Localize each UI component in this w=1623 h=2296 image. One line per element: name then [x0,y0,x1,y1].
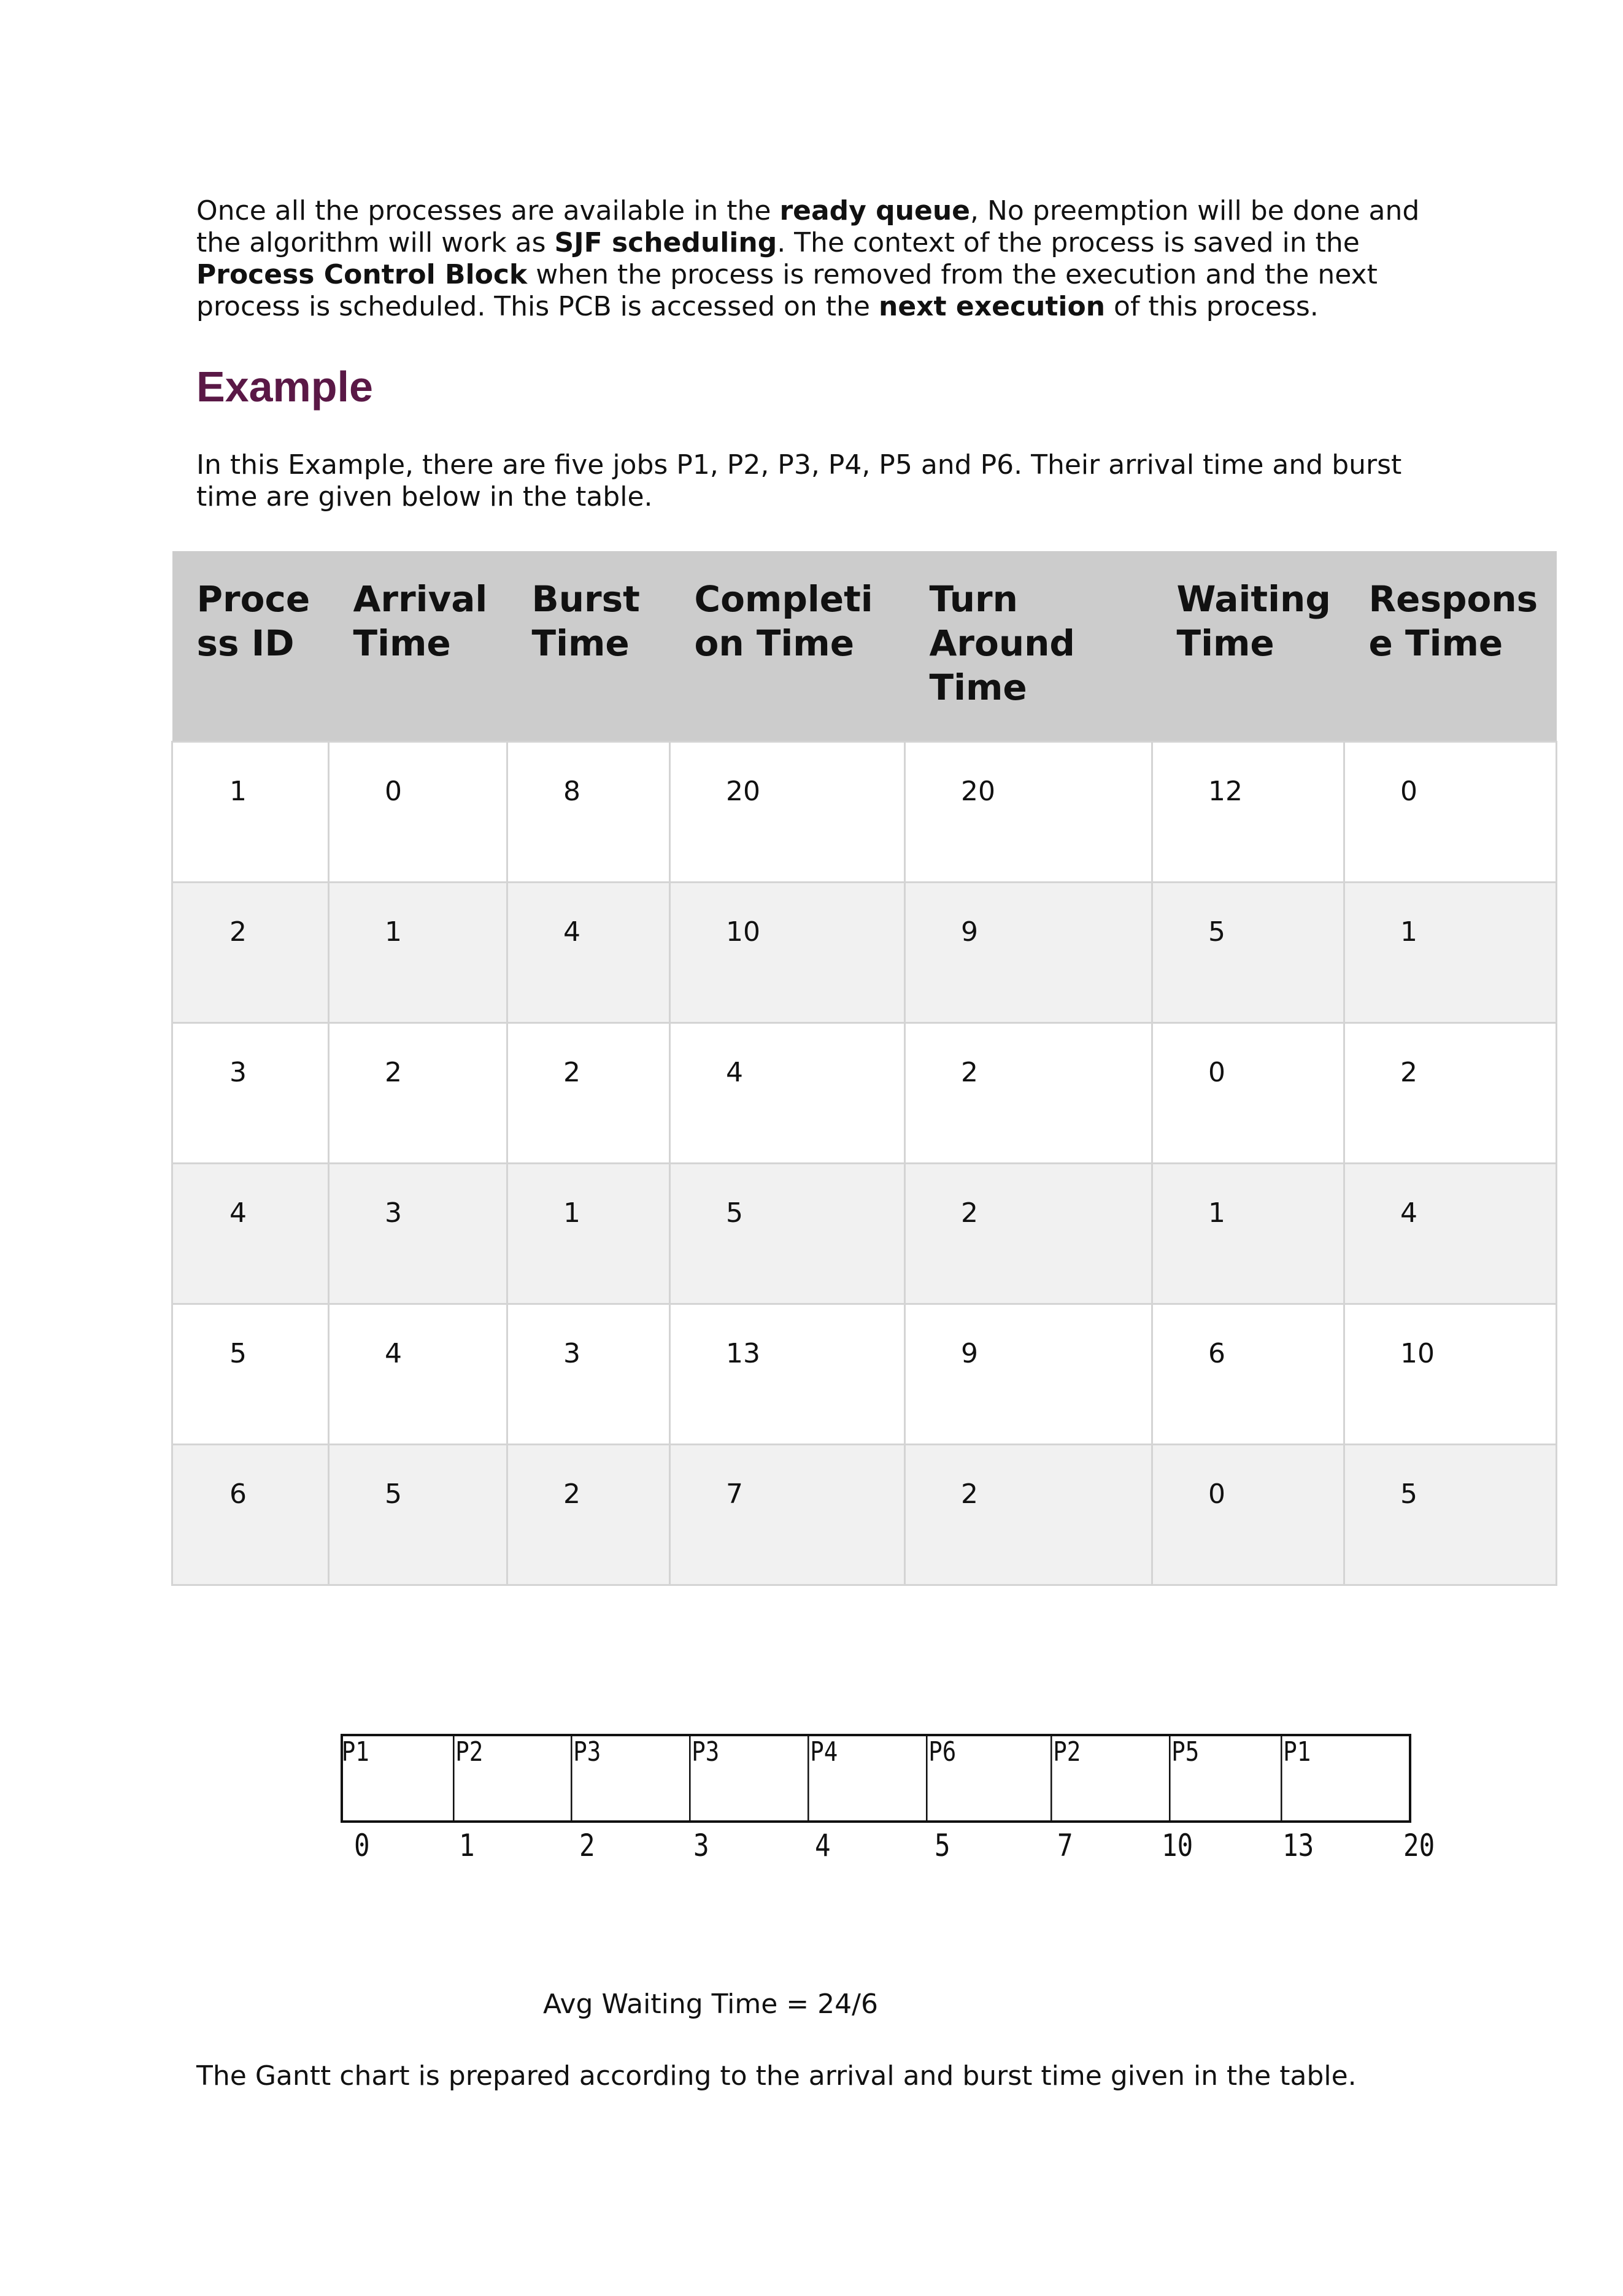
gantt-tick: 0 [354,1828,370,1863]
table-cell: 4 [329,1304,507,1444]
table-cell: 0 [1344,741,1557,882]
intro-text-1: Once all the processes are available in the [196,195,780,226]
table-cell: 9 [905,882,1152,1022]
process-table [171,551,1557,1586]
table-cell: 4 [507,882,670,1022]
table-cell: 2 [905,1163,1152,1304]
table-cell: 20 [905,741,1152,882]
header-arrival-time: Arrival Time [329,551,507,741]
table-cell: 4 [670,1022,905,1163]
table-cell: 10 [670,882,905,1022]
gantt-tick: 10 [1162,1828,1193,1863]
gantt-tick: 5 [935,1828,950,1863]
table-header-row [172,551,1557,741]
table-cell: 0 [1152,1444,1344,1585]
gantt-block: P5 [1169,1734,1199,1823]
table-cell: 6 [1152,1304,1344,1444]
table-cell: 2 [1344,1022,1557,1163]
gantt-block: P6 [926,1734,956,1823]
table-cell: 12 [1152,741,1344,882]
table-cell: 5 [1344,1444,1557,1585]
table-cell: 1 [1152,1163,1344,1304]
gantt-tick: 1 [459,1828,475,1863]
table-cell: 1 [507,1163,670,1304]
table-row [172,1022,1557,1163]
header-process-id: Process ID [172,551,329,741]
gantt-frame [341,1734,1411,1823]
table-cell: 4 [1344,1163,1557,1304]
intro-text-2: , No preemption will be done and the algorithm will work as [196,195,1420,258]
table-row [172,1163,1557,1304]
example-paragraph: In this Example, there are five jobs P1, P2, P3, P4, P5 and P6. Their arrival time and burst time are given below in the table. [196,449,1402,512]
header-burst-time: Burst Time [507,551,670,741]
gantt-tick: 7 [1057,1828,1073,1863]
table-cell: 1 [172,741,329,882]
gantt-block: P1 [341,1736,369,1768]
table-cell: 9 [905,1304,1152,1444]
intro-text-5: of this process. [1105,291,1319,322]
header-response-time: Response Time [1344,551,1557,741]
table-cell: 2 [905,1022,1152,1163]
table-cell: 0 [329,741,507,882]
table-cell: 3 [329,1163,507,1304]
header-turn-around-time: Turn Around Time [905,551,1152,741]
intro-text-3: . The context of the process is saved in the [777,227,1360,258]
intro-bold-sjf: SJF scheduling [554,227,777,258]
table-cell: 6 [172,1444,329,1585]
gantt-chart [341,1734,1451,1863]
gantt-block: P2 [1051,1734,1081,1823]
table-cell: 4 [172,1163,329,1304]
gantt-tick: 2 [579,1828,595,1863]
table-cell: 7 [670,1444,905,1585]
header-completion-time: Completion Time [670,551,905,741]
table-row [172,1444,1557,1585]
table-cell: 2 [507,1444,670,1585]
gantt-tick: 4 [815,1828,831,1863]
table-cell: 10 [1344,1304,1557,1444]
table-row [172,1304,1557,1444]
table-row [172,882,1557,1022]
table-cell: 5 [329,1444,507,1585]
table-cell: 2 [329,1022,507,1163]
gantt-tick: 13 [1282,1828,1314,1863]
table-row [172,741,1557,882]
section-heading: Example [196,363,373,411]
header-waiting-time: Waiting Time [1152,551,1344,741]
intro-bold-pcb: Process Control Block [196,259,528,290]
average-waiting-time: Avg Waiting Time = 24/6 [543,1989,878,2020]
table-cell: 2 [507,1022,670,1163]
table-cell: 2 [905,1444,1152,1585]
gantt-block: P3 [571,1734,601,1823]
table-cell: 8 [507,741,670,882]
gantt-note-paragraph: The Gantt chart is prepared according to the arrival and burst time given in the table. [196,2060,1357,2092]
gantt-block: P3 [689,1734,719,1823]
table-cell: 2 [172,882,329,1022]
table-cell: 3 [507,1304,670,1444]
gantt-block: P1 [1281,1734,1311,1823]
table-cell: 13 [670,1304,905,1444]
intro-bold-ready-queue: ready queue [779,195,971,226]
table-cell: 5 [670,1163,905,1304]
gantt-tick: 20 [1403,1828,1435,1863]
table-cell: 1 [1344,882,1557,1022]
intro-text-4: when the process is removed from the execution and the next process is scheduled. This PCB is accessed on the [196,259,1378,322]
table-cell: 20 [670,741,905,882]
table-cell: 1 [329,882,507,1022]
gantt-block: P2 [453,1734,483,1823]
table-cell: 3 [172,1022,329,1163]
intro-paragraph [196,195,1460,323]
gantt-tick: 3 [693,1828,709,1863]
table-cell: 0 [1152,1022,1344,1163]
table-cell: 5 [1152,882,1344,1022]
gantt-block: P4 [808,1734,838,1823]
intro-bold-next-execution: next execution [879,291,1106,322]
table-cell: 5 [172,1304,329,1444]
